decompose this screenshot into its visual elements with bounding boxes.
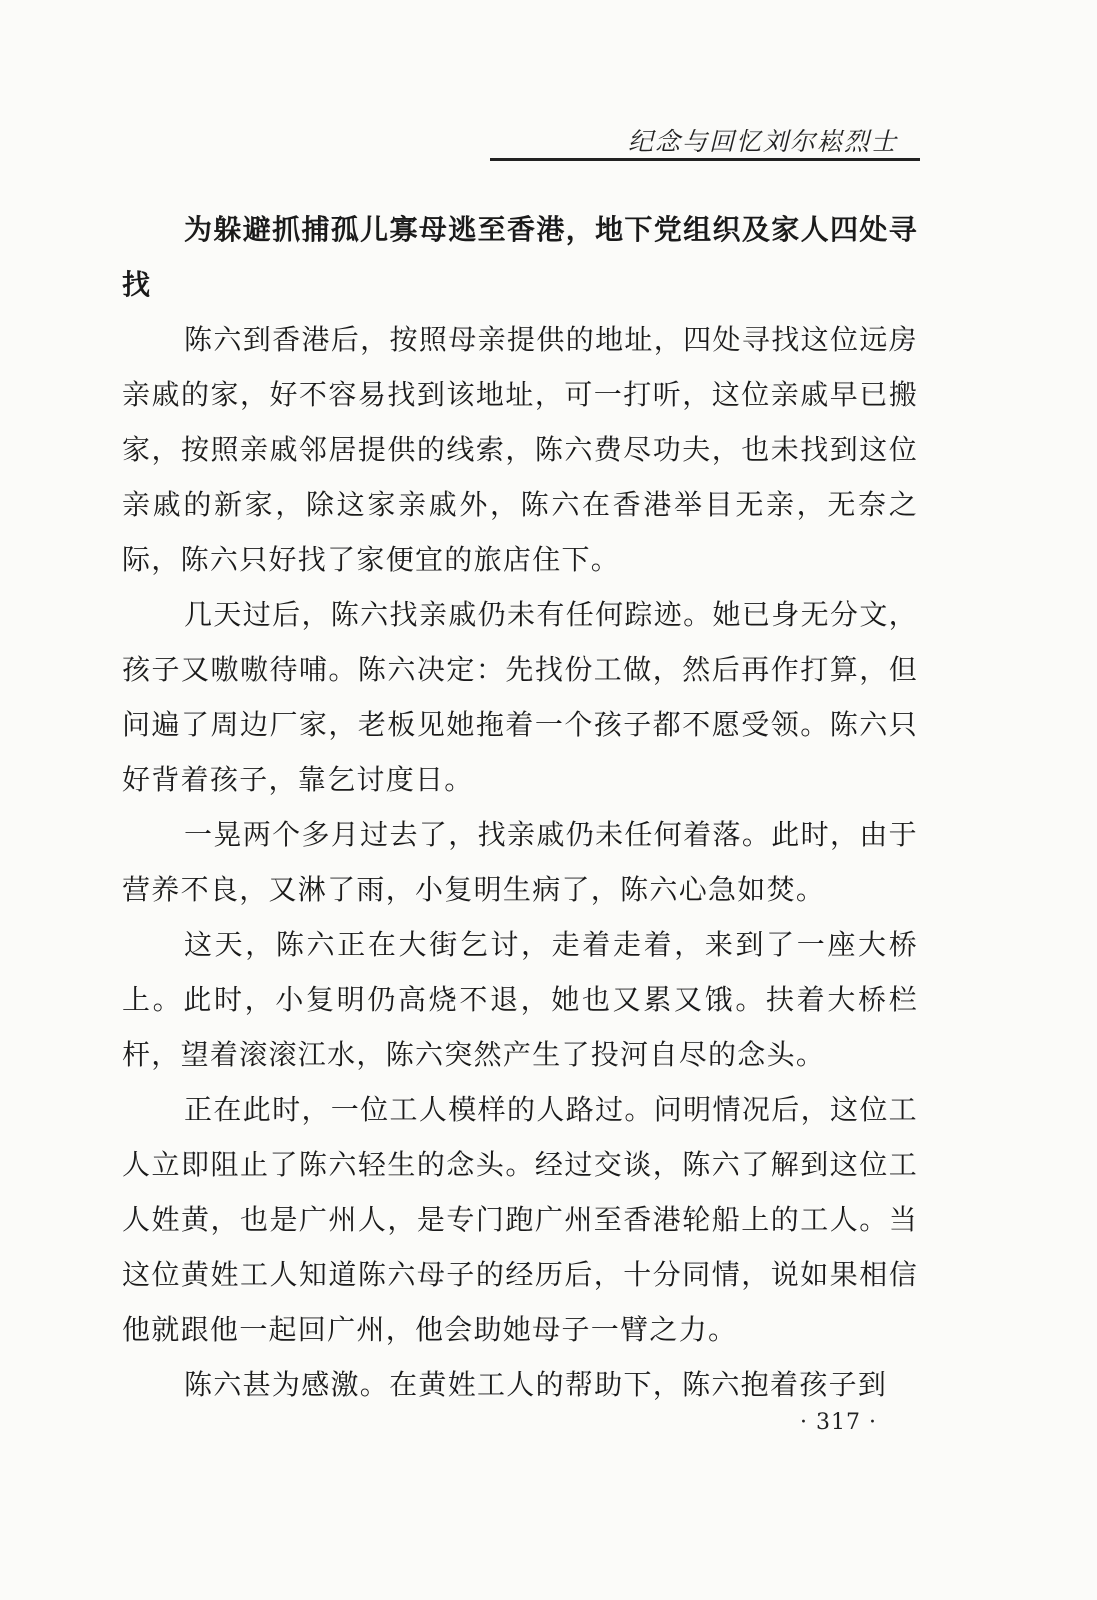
running-header: [490, 118, 920, 174]
paragraph: 陈六甚为感激。在黄姓工人的帮助下，陈六抱着孩子到: [184, 1368, 888, 1401]
paragraph: 这天，陈六正在大街乞讨，走着走着，来到了一座大桥上。此时，小复明仍高烧不退，她也又累又饿。扶着大桥栏杆，望着滚滚江水，陈六突然产生了投河自尽的念头。: [122, 928, 918, 1071]
body-text: [122, 202, 918, 1412]
page-number: · 317 ·: [800, 1410, 877, 1435]
section-heading: 为躲避抓捕孤儿寡母逃至香港，地下党组织及家人四处寻找: [122, 213, 918, 301]
running-header-title: 纪念与回忆刘尔崧烈士: [627, 127, 898, 156]
header-rule: [490, 158, 920, 161]
paragraph: 陈六到香港后，按照母亲提供的地址，四处寻找这位远房亲戚的家，好不容易找到该地址，可一打听，这位亲戚早已搬家，按照亲戚邻居提供的线索，陈六费尽功夫，也未找到这位亲戚的新家，除这家亲戚外，陈六在香港举目无亲，无奈之际，陈六只好找了家便宜的旅店住下。: [122, 323, 918, 576]
paragraph: 几天过后，陈六找亲戚仍未有任何踪迹。她已身无分文，孩子又嗷嗷待哺。陈六决定：先找份工做，然后再作打算，但问遍了周边厂家，老板见她拖着一个孩子都不愿受领。陈六只好背着孩子，靠乞讨度日。: [122, 598, 918, 796]
paragraph: 一晃两个多月过去了，找亲戚仍未任何着落。此时，由于营养不良，又淋了雨，小复明生病了，陈六心急如焚。: [122, 818, 918, 906]
paragraph: 正在此时，一位工人模样的人路过。问明情况后，这位工人立即阻止了陈六轻生的念头。经过交谈，陈六了解到这位工人姓黄，也是广州人，是专门跑广州至香港轮船上的工人。当这位黄姓工人知道陈六母子的经历后，十分同情，说如果相信他就跟他一起回广州，他会助她母子一臂之力。: [122, 1093, 918, 1346]
